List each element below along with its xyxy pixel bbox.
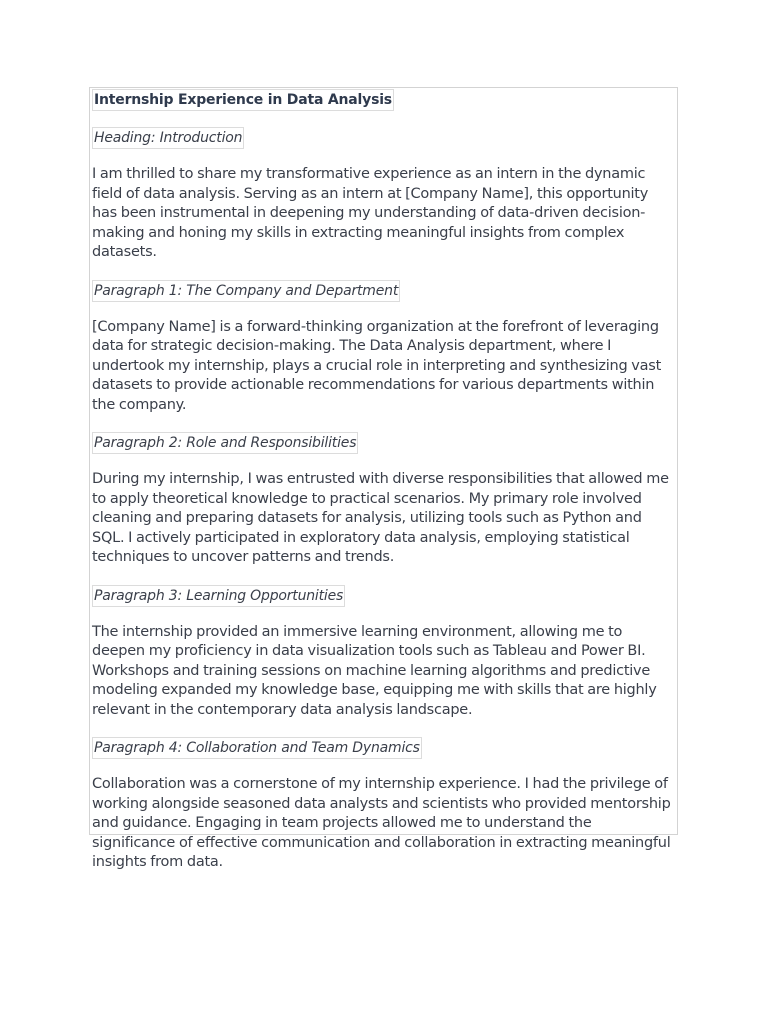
section-heading-collaboration: Paragraph 4: Collaboration and Team Dynamics — [92, 737, 422, 759]
section-text-collaboration: Collaboration was a cornerstone of my internship experience. I had the privilege of working alongside seasoned data analysts and scientists who provided mentorship and guidance. Engaging in team projects allowed me to understand the significance of effective communication and collaboration in extracting meaningful insights from data. — [92, 776, 671, 870]
section-heading-introduction: Heading: Introduction — [92, 127, 244, 149]
section-text-role: During my internship, I was entrusted with diverse responsibilities that allowed me to apply theoretical knowledge to practical scenarios. My primary role involved cleaning and preparing datasets for analysis, utilizing tools such as Python and SQL. I actively participated in exploratory data analysis, employing statistical techniques to uncover patterns and trends. — [92, 471, 669, 565]
section-text-learning: The internship provided an immersive learning environment, allowing me to deepen my proficiency in data visualization tools such as Tableau and Power BI. Workshops and training sessions on machine learning algorithms and predictive modeling expanded my knowledge base, equipping me with skills that are highly relevant in the contemporary data analysis landscape. — [92, 623, 657, 718]
section-text-company: [Company Name] is a forward-thinking organization at the forefront of leveraging data for strategic decision-making. The Data Analysis department, where I undertook my internship, plays a crucial role in interpreting and synthesizing vast datasets to provide actionable recommendations for various departments within the company. — [92, 318, 662, 413]
section-heading-company: Paragraph 1: The Company and Department — [92, 280, 400, 302]
document-container — [89, 87, 678, 870]
section-text-introduction: I am thrilled to share my transformative experience as an intern in the dynamic field of data analysis. Serving as an intern at [Company Name], this opportunity has been instrumental in deepening my understanding of data-driven decision-making and honing my skills in extracting meaningful insights from complex datasets. — [92, 166, 649, 260]
section-heading-learning: Paragraph 3: Learning Opportunities — [92, 585, 345, 607]
section-heading-role: Paragraph 2: Role and Responsibilities — [92, 432, 358, 454]
document-title: Internship Experience in Data Analysis — [92, 89, 394, 111]
